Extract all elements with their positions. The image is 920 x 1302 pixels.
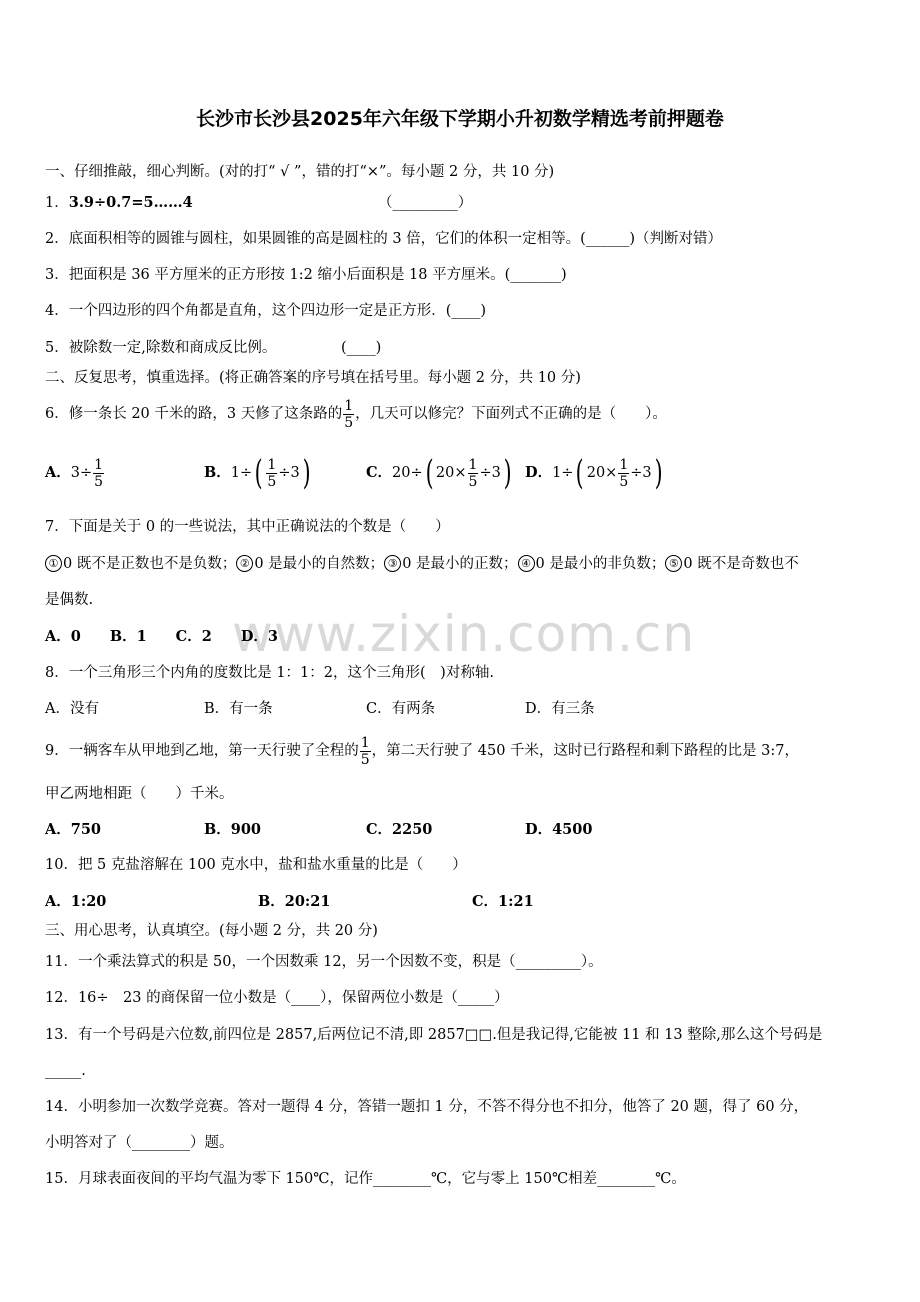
question-7: 7．下面是关于 0 的一些说法，其中正确说法的个数是（ ） bbox=[45, 519, 450, 535]
watermark: www.zixin.com.cn bbox=[232, 605, 696, 663]
question-9 bbox=[45, 728, 799, 774]
q7-statements-cont: 是偶数. bbox=[45, 592, 94, 608]
page-title: 长沙市长沙县2025年六年级下学期小升初数学精选考前押题卷 bbox=[196, 108, 724, 130]
question-15: 15．月球表面夜间的平均气温为零下 150℃，记作________℃，它与零上 150℃相差________℃。 bbox=[45, 1171, 686, 1187]
q6-option-b: B．1÷( $\frac{1}{5}$ ÷3) bbox=[204, 453, 311, 493]
section-2-heading: 二、反复思考，慎重选择。(将正确答案的序号填在括号里。每小题 2 分，共 10 分) bbox=[45, 370, 581, 386]
question-8: 8．一个三角形三个内角的度数比是 1：1：2，这个三角形( )对称轴. bbox=[45, 665, 494, 681]
q8-option-d: D．有三条 bbox=[525, 701, 595, 717]
question-12: 12．16÷ 23 的商保留一位小数是（____），保留两位小数是（_____） bbox=[45, 990, 509, 1006]
section-3-heading: 三、用心思考，认真填空。(每小题 2 分，共 20 分) bbox=[45, 923, 378, 939]
question-10: 10．把 5 克盐溶解在 100 克水中，盐和盐水重量的比是（ ） bbox=[45, 857, 467, 873]
q9-cont: 甲乙两地相距（ ）千米。 bbox=[45, 786, 234, 802]
q9-pre: 9．一辆客车从甲地到乙地，第一天行驶了全程的 bbox=[45, 743, 359, 759]
q10-option-a: A．1:20 bbox=[45, 893, 107, 910]
q1-answer-blank: （_________） bbox=[378, 195, 473, 211]
q14-cont: 小明答对了（________）题。 bbox=[45, 1135, 234, 1151]
q1-text: 3.9÷0.7=5……4 bbox=[68, 194, 193, 211]
q9-option-a: A．750 bbox=[45, 821, 102, 838]
q6-pre: 6．修一条长 20 千米的路，3 天修了这条路的 bbox=[45, 406, 343, 422]
statement-4: ④ 0 是最小的非负数； bbox=[518, 556, 666, 572]
statement-5: ⑤ 0 既不是奇数也不 bbox=[665, 556, 798, 572]
statement-3: ③ 0 是最小的正数； bbox=[384, 556, 517, 572]
q8-option-c: C．有两条 bbox=[366, 701, 436, 717]
q6-option-a: A．3÷ $\frac{1}{5}$ bbox=[45, 456, 104, 490]
q9-post: ，第二天行驶了 450 千米，这时已行路程和剩下路程的比是 3:7， bbox=[371, 743, 799, 759]
statement-1: ① 0 既不是正数也不是负数； bbox=[45, 556, 236, 572]
q9-fraction: $\frac{1}{5}$ bbox=[360, 734, 370, 768]
question-3: 3．把面积是 36 平方厘米的正方形按 1:2 缩小后面积是 18 平方厘米。(_______) bbox=[45, 267, 567, 283]
q9-option-d: D．4500 bbox=[525, 821, 593, 838]
q9-option-b: B．900 bbox=[204, 821, 262, 838]
q6-option-d: D．1÷( 20× $\frac{1}{5}$ ÷3) bbox=[525, 453, 663, 493]
q7-statements bbox=[45, 554, 799, 574]
q7-options: A．0 B．1 C．2 D．3 bbox=[45, 628, 278, 645]
q8-option-b: B．有一条 bbox=[204, 701, 273, 717]
question-1 bbox=[45, 193, 193, 213]
q10-option-b: B．20:21 bbox=[258, 893, 331, 910]
question-11: 11．一个乘法算式的积是 50，一个因数乘 12，另一个因数不变，积是（_________）。 bbox=[45, 954, 603, 970]
q6-fraction: $\frac{1}{5}$ bbox=[344, 397, 354, 431]
question-2: 2．底面积相等的圆锥与圆柱，如果圆锥的高是圆柱的 3 倍，它们的体积一定相等。(______)（判断对错） bbox=[45, 231, 722, 247]
q6-post: ，几天可以修完？下面列式不正确的是（ ）。 bbox=[355, 406, 667, 422]
question-13: 13．有一个号码是六位数,前四位是 2857,后两位记不清,即 2857□□.但是我记得,它能被 11 和 13 整除,那么这个号码是 bbox=[45, 1027, 823, 1043]
question-14: 14．小明参加一次数学竞赛。答对一题得 4 分，答错一题扣 1 分，不答不得分也不扣分，他答了 20 题，得了 60 分， bbox=[45, 1099, 809, 1115]
question-5: 5．被除数一定,除数和商成反比例。 bbox=[45, 340, 277, 356]
q9-option-c: C．2250 bbox=[366, 821, 433, 838]
q6-option-c: C．20÷( 20× $\frac{1}{5}$ ÷3) bbox=[366, 453, 512, 493]
q10-option-c: C．1:21 bbox=[472, 893, 534, 910]
statement-2: ② 0 是最小的自然数； bbox=[236, 556, 384, 572]
q8-option-a: A．没有 bbox=[45, 701, 99, 717]
q1-number: 1． bbox=[45, 195, 69, 211]
question-6 bbox=[45, 391, 667, 437]
q5-answer-blank: (____) bbox=[341, 340, 382, 356]
section-1-heading: 一、仔细推敲，细心判断。(对的打“ √ ”，错的打“×”。每小题 2 分，共 10 分) bbox=[45, 164, 555, 180]
question-4: 4．一个四边形的四个角都是直角，这个四边形一定是正方形．(____) bbox=[45, 303, 487, 319]
q13-cont: _____. bbox=[45, 1063, 86, 1079]
